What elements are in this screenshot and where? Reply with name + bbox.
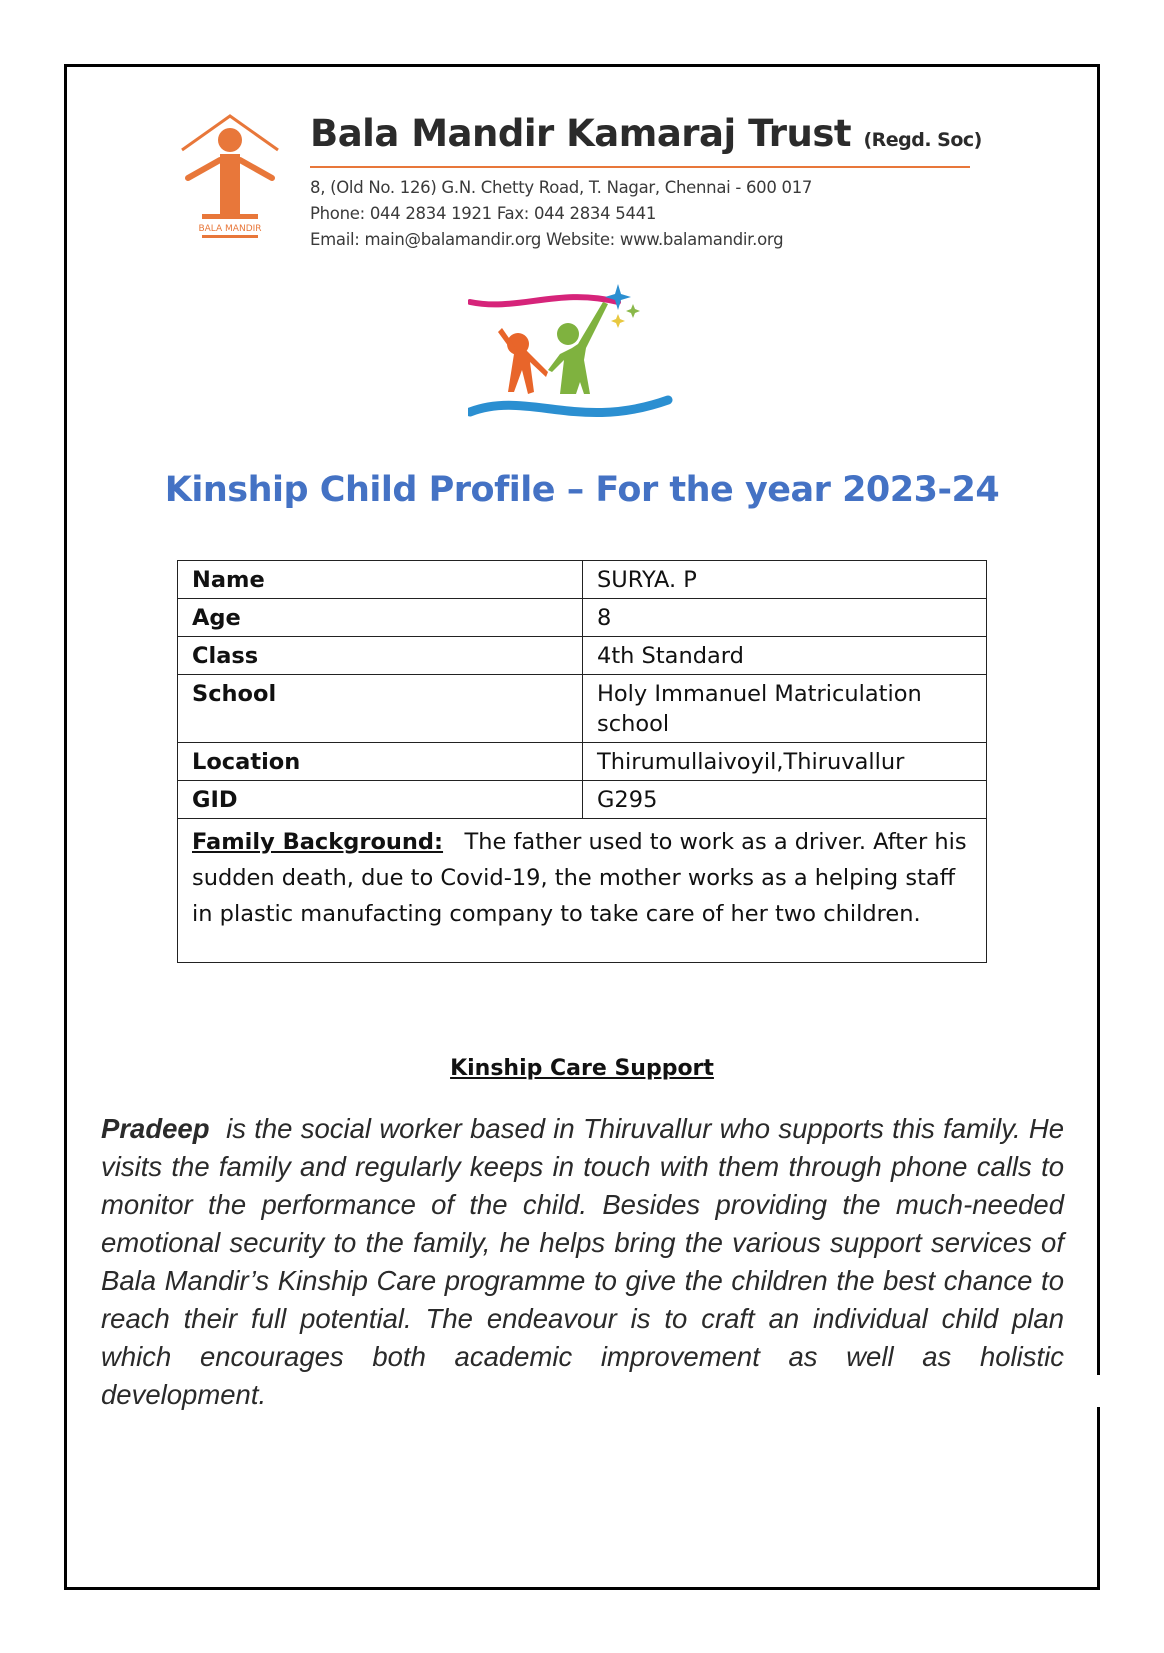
table-row (178, 637, 987, 675)
field-value-gid: G295 (583, 781, 987, 819)
field-value-age: 8 (583, 599, 987, 637)
field-value-class: 4th Standard (583, 637, 987, 675)
field-label: School (178, 675, 583, 743)
social-worker-name: Pradeep (101, 1113, 210, 1144)
page-title: Kinship Child Profile – For the year 2023-24 (164, 470, 1000, 510)
kinship-children-logo-icon (468, 282, 688, 442)
support-heading: Kinship Care Support (450, 1056, 714, 1081)
email-website-line: Email: main@balamandir.org Website: www.balamandir.org (310, 230, 784, 249)
field-label: GID (178, 781, 583, 819)
field-label: Name (178, 561, 583, 599)
bala-mandir-logo-icon (180, 110, 290, 250)
address-line: 8, (Old No. 126) G.N. Chetty Road, T. Nagar, Chennai - 600 017 (310, 178, 813, 197)
support-text: is the social worker based in Thiruvallur who supports this family. He visits the family and regularly keeps in touch with them through phone calls to monitor the performance of the child. Besides providing the much-needed emotional security to the family, he helps bring the various support services of Bala Mandir’s Kinship Care programme to give the children the best chance to reach their full potential. The endeavour is to craft an individual child plan which encourages both academic improvement as well as holistic development. (101, 1113, 1065, 1410)
table-row (178, 561, 987, 599)
field-label: Age (178, 599, 583, 637)
table-row (178, 781, 987, 819)
field-value-location: Thirumullaivoyil,Thiruvallur (583, 743, 987, 781)
registration-tag: (Regd. Soc) (863, 129, 982, 151)
table-row (178, 743, 987, 781)
family-background-cell (178, 819, 987, 963)
table-row (178, 675, 987, 743)
field-value-school: Holy Immanuel Matriculation school (583, 675, 987, 743)
support-paragraph (101, 1110, 1064, 1414)
field-label: Location (178, 743, 583, 781)
table-row (178, 599, 987, 637)
header-divider (310, 166, 970, 168)
border-gap (1093, 1375, 1101, 1407)
field-label: Class (178, 637, 583, 675)
child-profile-table (177, 560, 987, 963)
field-value-name: SURYA. P (583, 561, 987, 599)
family-background-text: The father used to work as a driver. After his sudden death, due to Covid-19, the mother works as a helping staff in plastic manufacting company to take care of her two children. (192, 829, 967, 927)
logo-caption: BALA MANDIR (198, 224, 262, 234)
letterhead (180, 110, 980, 260)
organization-name: Bala Mandir Kamaraj Trust (Regd. Soc) (310, 112, 982, 155)
family-background-label: Family Background: (192, 829, 444, 855)
contact-line: Phone: 044 2834 1921 Fax: 044 2834 5441 (310, 204, 657, 223)
family-background-row (178, 819, 987, 963)
